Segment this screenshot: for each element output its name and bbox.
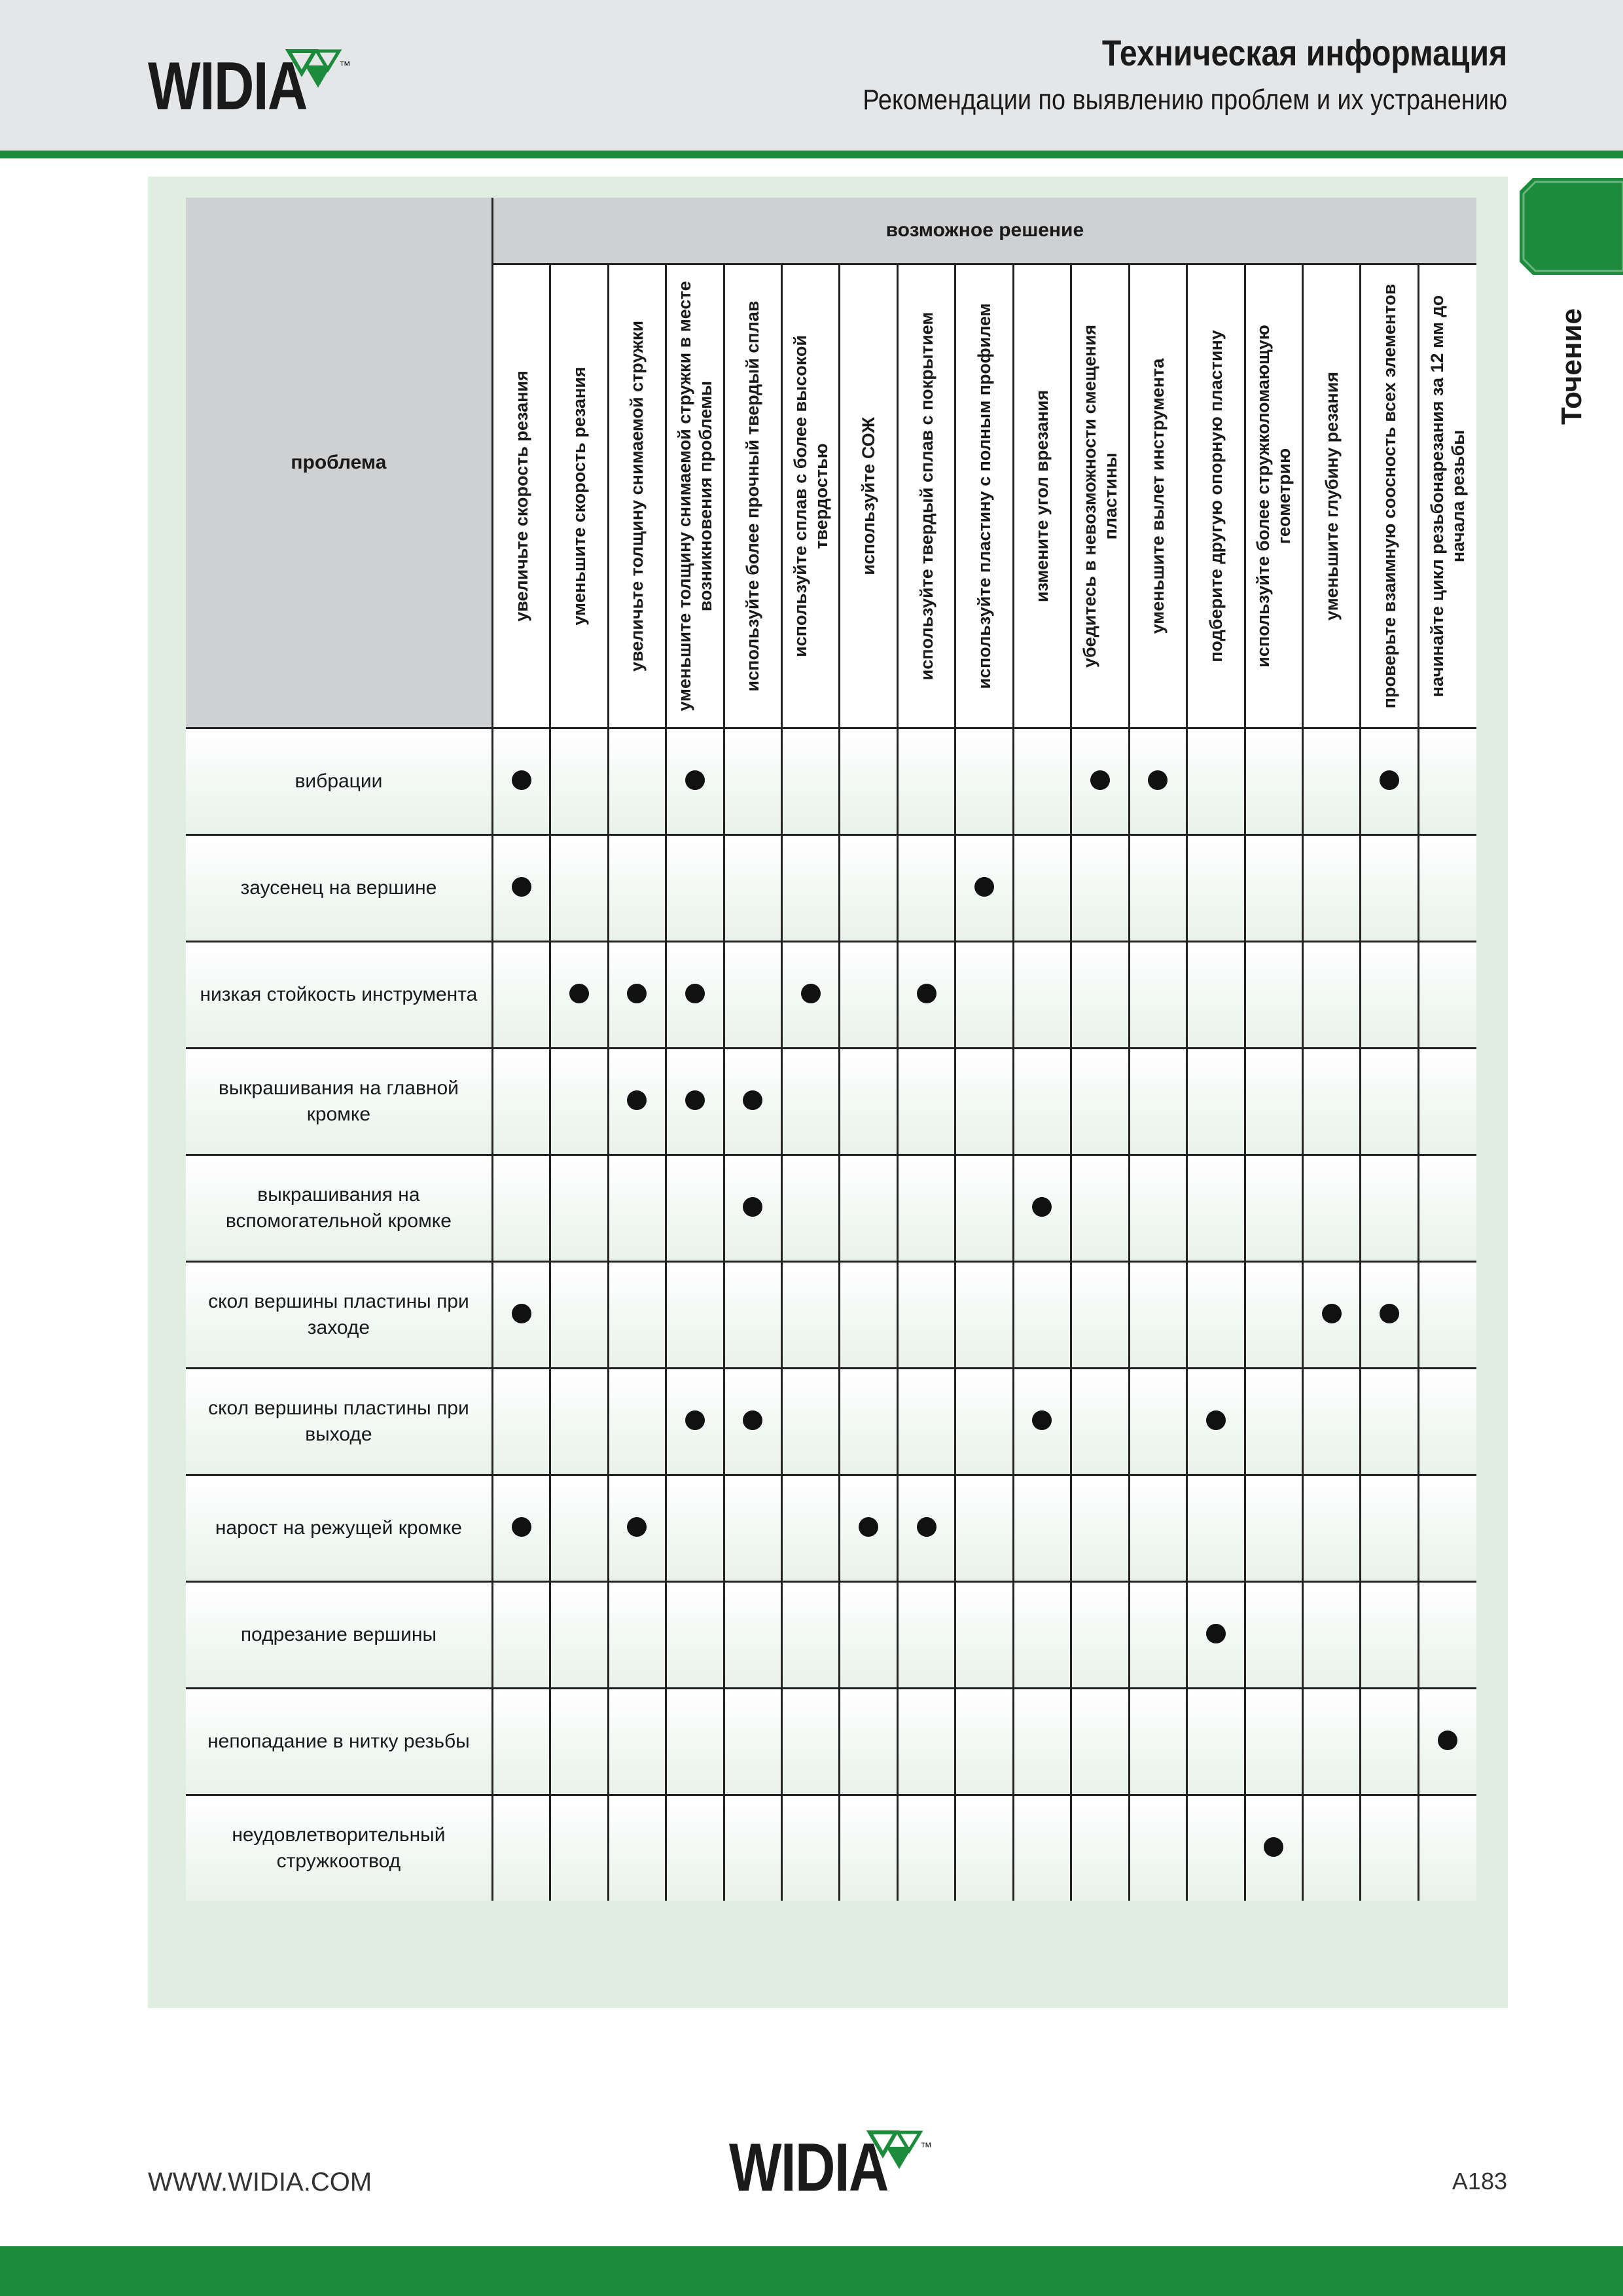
solution-cell	[1418, 1475, 1476, 1582]
solution-cell	[955, 1369, 1013, 1475]
solution-column-header	[1013, 264, 1071, 728]
solution-cell	[1361, 728, 1418, 835]
solution-cell	[1361, 835, 1418, 942]
solution-cell	[955, 1049, 1013, 1155]
recommendation-dot-icon	[512, 770, 531, 790]
solution-cell	[955, 1582, 1013, 1689]
solution-column-label: начинайте цикл резьбонарезания за 12 мм до начала резьбы	[1427, 295, 1469, 698]
solution-cell	[724, 1582, 781, 1689]
recommendation-dot-icon	[627, 1090, 647, 1110]
recommendation-dot-icon	[974, 877, 994, 897]
problem-label: вибрации	[186, 728, 492, 835]
solution-cell	[1302, 1795, 1360, 1901]
solution-cell	[1129, 1795, 1186, 1901]
solution-column-label: используйте твердый сплав с покрытием	[916, 312, 936, 681]
solution-column-header	[1187, 264, 1245, 728]
problem-label: подрезание вершины	[186, 1582, 492, 1689]
solution-cell	[840, 1262, 897, 1369]
solution-cell	[955, 942, 1013, 1049]
recommendation-dot-icon	[917, 984, 936, 1003]
solution-column-label: используйте пластину с полным профилем	[974, 303, 995, 689]
solution-cell	[1013, 942, 1071, 1049]
solution-cell	[608, 728, 666, 835]
solution-cell	[1302, 835, 1360, 942]
solution-column-label: уменьшите глубину резания	[1321, 371, 1342, 621]
solution-cell	[782, 1049, 840, 1155]
recommendation-dot-icon	[743, 1410, 762, 1430]
solution-cell	[1071, 1369, 1129, 1475]
solution-cell	[1187, 1049, 1245, 1155]
recommendation-dot-icon	[685, 770, 705, 790]
solution-column-header	[1361, 264, 1418, 728]
solution-cell	[492, 835, 550, 942]
solution-cell	[955, 1795, 1013, 1901]
solution-cell	[1129, 1262, 1186, 1369]
solution-cell	[1071, 1049, 1129, 1155]
solution-cell	[1013, 1049, 1071, 1155]
solution-column-label: используйте более прочный твердый сплав	[743, 300, 763, 692]
solution-cell	[840, 1582, 897, 1689]
solution-cell	[897, 1369, 955, 1475]
solution-column-header	[1245, 264, 1302, 728]
recommendation-dot-icon	[1032, 1410, 1052, 1430]
solution-cell	[1129, 1475, 1186, 1582]
logo-wordmark: WIDIA	[148, 48, 307, 124]
solution-column-label: подберите другую опорную пластину	[1205, 330, 1226, 662]
solution-cell	[1245, 728, 1302, 835]
solution-cell	[608, 1049, 666, 1155]
solution-cell	[1013, 1689, 1071, 1795]
footer-logo-wordmark: WIDIA	[729, 2130, 888, 2206]
solution-cell	[955, 1262, 1013, 1369]
solution-cell	[666, 1049, 724, 1155]
solution-cell	[1187, 1369, 1245, 1475]
solution-cell	[897, 1475, 955, 1582]
solution-cell	[666, 1795, 724, 1901]
footer-bar	[0, 2246, 1623, 2296]
section-tab-shape	[1520, 178, 1623, 275]
recommendation-dot-icon	[512, 877, 531, 897]
recommendation-dot-icon	[1206, 1410, 1226, 1430]
solution-cell	[1071, 1475, 1129, 1582]
table-row	[186, 1369, 1476, 1475]
solution-cell	[1361, 942, 1418, 1049]
problem-label: скол вершины пластины при заходе	[186, 1262, 492, 1369]
recommendation-dot-icon	[1032, 1197, 1052, 1217]
solution-cell	[1361, 1262, 1418, 1369]
problem-label: заусенец на вершине	[186, 835, 492, 942]
solution-cell	[1187, 1795, 1245, 1901]
solution-cell	[840, 728, 897, 835]
solution-cell	[1302, 1155, 1360, 1262]
footer-widia-triangles-icon	[866, 2127, 925, 2173]
solution-cell	[666, 1155, 724, 1262]
recommendation-dot-icon	[1090, 770, 1110, 790]
solution-cell	[724, 1475, 781, 1582]
table-row	[186, 1475, 1476, 1582]
recommendation-dot-icon	[627, 1517, 647, 1537]
section-tab-label	[1552, 301, 1592, 432]
solution-cell	[492, 942, 550, 1049]
problem-label: неудовлетворительный стружкоотвод	[186, 1795, 492, 1901]
footer-logo-trademark: ™	[920, 2140, 932, 2153]
solution-cell	[1245, 1475, 1302, 1582]
solution-cell	[1418, 1689, 1476, 1795]
solution-cell	[1361, 1049, 1418, 1155]
solution-cell	[724, 1155, 781, 1262]
solution-column-label: увеличьте скорость резания	[511, 370, 531, 622]
recommendation-dot-icon	[685, 1090, 705, 1110]
solution-cell	[492, 1795, 550, 1901]
solution-cell	[897, 1582, 955, 1689]
solution-group-header: возможное решение	[492, 198, 1476, 264]
solution-cell	[492, 1582, 550, 1689]
page-number: A183	[1452, 2168, 1507, 2195]
solution-cell	[955, 728, 1013, 835]
solution-cell	[1418, 1155, 1476, 1262]
solution-cell	[608, 1689, 666, 1795]
solution-cell	[608, 835, 666, 942]
solution-cell	[1129, 1155, 1186, 1262]
solution-cell	[492, 728, 550, 835]
solution-cell	[1071, 1262, 1129, 1369]
solution-cell	[1013, 728, 1071, 835]
solution-cell	[1071, 1582, 1129, 1689]
solution-cell	[1013, 1475, 1071, 1582]
solution-cell	[1013, 1582, 1071, 1689]
recommendation-dot-icon	[917, 1517, 936, 1537]
solution-cell	[724, 1049, 781, 1155]
solution-column-header	[724, 264, 781, 728]
solution-cell	[840, 1795, 897, 1901]
solution-column-header	[1129, 264, 1186, 728]
solution-cell	[782, 728, 840, 835]
widia-logo	[148, 48, 351, 124]
solution-column-header	[782, 264, 840, 728]
recommendation-dot-icon	[1264, 1837, 1283, 1857]
recommendation-dot-icon	[1380, 1304, 1399, 1323]
solution-cell	[550, 1582, 608, 1689]
header-divider	[0, 151, 1623, 158]
problem-label: скол вершины пластины при выходе	[186, 1369, 492, 1475]
solution-column-label: используйте более стружколомающую геометрию	[1253, 325, 1294, 668]
problem-label: выкрашивания на главной кромке	[186, 1049, 492, 1155]
solution-cell	[1071, 835, 1129, 942]
solution-cell	[1071, 1795, 1129, 1901]
solution-cell	[955, 1475, 1013, 1582]
solution-cell	[550, 728, 608, 835]
solution-cell	[1302, 1582, 1360, 1689]
solution-column-header	[955, 264, 1013, 728]
solution-column-label: проверьте взаимную соосность всех элементов	[1380, 283, 1400, 709]
solution-cell	[897, 1689, 955, 1795]
solution-cell	[1071, 1689, 1129, 1795]
solution-cell	[666, 1262, 724, 1369]
solution-cell	[1129, 835, 1186, 942]
problem-label: выкрашивания на вспомогательной кромке	[186, 1155, 492, 1262]
solution-cell	[608, 1369, 666, 1475]
solution-cell	[608, 1155, 666, 1262]
solution-cell	[1129, 1582, 1186, 1689]
solution-cell	[840, 1475, 897, 1582]
solution-cell	[1245, 1369, 1302, 1475]
footer-url[interactable]: WWW.WIDIA.COM	[148, 2168, 372, 2197]
solution-cell	[1302, 1262, 1360, 1369]
solution-cell	[492, 1155, 550, 1262]
solution-cell	[1245, 1155, 1302, 1262]
solution-cell	[1302, 728, 1360, 835]
header-row-top	[186, 198, 1476, 264]
solution-cell	[840, 942, 897, 1049]
solution-cell	[550, 1262, 608, 1369]
solution-cell	[1071, 942, 1129, 1049]
solution-column-header	[1071, 264, 1129, 728]
solution-cell	[782, 1369, 840, 1475]
solution-cell	[724, 835, 781, 942]
solution-cell	[1245, 1049, 1302, 1155]
solution-cell	[1129, 1369, 1186, 1475]
solution-cell	[666, 942, 724, 1049]
recommendation-dot-icon	[1148, 770, 1168, 790]
problem-label: нарост на режущей кромке	[186, 1475, 492, 1582]
solution-cell	[550, 1795, 608, 1901]
solution-column-label: уменьшите толщину снимаемой стружки в месте возникновения проблемы	[674, 281, 715, 711]
table-row	[186, 728, 1476, 835]
solution-cell	[1302, 1049, 1360, 1155]
recommendation-dot-icon	[569, 984, 589, 1003]
solution-cell	[1361, 1155, 1418, 1262]
solution-cell	[608, 1582, 666, 1689]
solution-cell	[840, 1689, 897, 1795]
solution-cell	[1187, 1475, 1245, 1582]
recommendation-dot-icon	[743, 1197, 762, 1217]
page-subtitle: Рекомендации по выявлению проблем и их устранению	[863, 84, 1507, 116]
section-tab-text: Точение	[1556, 308, 1588, 425]
solution-cell	[666, 835, 724, 942]
solution-cell	[782, 1795, 840, 1901]
solution-cell	[724, 728, 781, 835]
table-row	[186, 835, 1476, 942]
solution-cell	[1245, 1262, 1302, 1369]
solution-cell	[608, 1475, 666, 1582]
solution-cell	[1302, 1475, 1360, 1582]
solution-cell	[782, 1155, 840, 1262]
solution-column-label: используйте сплав с более высокой твердостью	[790, 335, 831, 657]
solution-cell	[1187, 728, 1245, 835]
recommendation-dot-icon	[685, 984, 705, 1003]
recommendation-dot-icon	[743, 1090, 762, 1110]
problem-column-header: проблема	[186, 198, 492, 728]
solution-column-label: убедитесь в невозможности смещения пластины	[1079, 324, 1120, 668]
solution-cell	[840, 1155, 897, 1262]
troubleshooting-table	[186, 198, 1476, 1901]
solution-cell	[1013, 1262, 1071, 1369]
solution-cell	[1245, 835, 1302, 942]
solution-cell	[1129, 1049, 1186, 1155]
solution-cell	[550, 1049, 608, 1155]
solution-cell	[1418, 1582, 1476, 1689]
solution-cell	[492, 1689, 550, 1795]
solution-cell	[1071, 1155, 1129, 1262]
solution-cell	[782, 942, 840, 1049]
solution-column-header	[840, 264, 897, 728]
table-row	[186, 1795, 1476, 1901]
solution-cell	[666, 1475, 724, 1582]
solution-cell	[1187, 1155, 1245, 1262]
recommendation-dot-icon	[512, 1304, 531, 1323]
solution-cell	[666, 1369, 724, 1475]
solution-cell	[840, 835, 897, 942]
solution-cell	[550, 1689, 608, 1795]
solution-column-header	[608, 264, 666, 728]
solution-cell	[724, 1689, 781, 1795]
solution-cell	[782, 1689, 840, 1795]
solution-cell	[492, 1475, 550, 1582]
solution-cell	[1361, 1582, 1418, 1689]
solution-cell	[1245, 1689, 1302, 1795]
solution-cell	[666, 1582, 724, 1689]
recommendation-dot-icon	[1380, 770, 1399, 790]
solution-cell	[1302, 942, 1360, 1049]
solution-cell	[608, 1795, 666, 1901]
solution-cell	[1245, 1582, 1302, 1689]
solution-cell	[608, 942, 666, 1049]
solution-cell	[1418, 942, 1476, 1049]
solution-cell	[955, 1689, 1013, 1795]
solution-column-header	[550, 264, 608, 728]
solution-cell	[1129, 1689, 1186, 1795]
solution-cell	[1302, 1689, 1360, 1795]
solution-cell	[840, 1049, 897, 1155]
solution-cell	[1129, 942, 1186, 1049]
solution-cell	[897, 1155, 955, 1262]
solution-column-label: используйте СОЖ	[859, 417, 879, 575]
recommendation-dot-icon	[685, 1410, 705, 1430]
solution-cell	[1361, 1475, 1418, 1582]
solution-cell	[1013, 1795, 1071, 1901]
solution-cell	[897, 1262, 955, 1369]
problem-label: непопадание в нитку резьбы	[186, 1689, 492, 1795]
solution-cell	[550, 942, 608, 1049]
solution-column-header	[897, 264, 955, 728]
table-row	[186, 1689, 1476, 1795]
solution-column-label: измените угол врезания	[1032, 389, 1052, 603]
recommendation-dot-icon	[1206, 1624, 1226, 1643]
solution-cell	[550, 1155, 608, 1262]
solution-cell	[897, 835, 955, 942]
recommendation-dot-icon	[1438, 1731, 1457, 1750]
table-body	[186, 728, 1476, 1901]
solution-cell	[1013, 835, 1071, 942]
page-header	[0, 0, 1623, 151]
solution-cell	[1013, 1369, 1071, 1475]
solution-cell	[550, 1475, 608, 1582]
recommendation-dot-icon	[801, 984, 821, 1003]
problem-label: низкая стойкость инструмента	[186, 942, 492, 1049]
table-row	[186, 1582, 1476, 1689]
solution-cell	[1418, 1369, 1476, 1475]
solution-column-label: увеличьте толщину снимаемой стружки	[627, 320, 647, 672]
solution-cell	[1418, 835, 1476, 942]
table-row	[186, 942, 1476, 1049]
solution-cell	[897, 1049, 955, 1155]
solution-cell	[724, 942, 781, 1049]
solution-cell	[1245, 1795, 1302, 1901]
recommendation-dot-icon	[1322, 1304, 1342, 1323]
solution-column-header	[666, 264, 724, 728]
solution-cell	[782, 835, 840, 942]
solution-column-label: уменьшите вылет инструмента	[1148, 358, 1168, 634]
logo-trademark: ™	[339, 59, 351, 72]
solution-cell	[724, 1369, 781, 1475]
solution-cell	[550, 1369, 608, 1475]
footer-widia-logo	[729, 2130, 932, 2206]
solution-column-label: уменьшите скорость резания	[569, 367, 589, 626]
solution-cell	[550, 835, 608, 942]
solution-cell	[840, 1369, 897, 1475]
solution-cell	[955, 835, 1013, 942]
solution-cell	[1013, 1155, 1071, 1262]
solution-cell	[1361, 1369, 1418, 1475]
solution-column-header	[1418, 264, 1476, 728]
recommendation-dot-icon	[512, 1517, 531, 1537]
solution-cell	[1071, 728, 1129, 835]
solution-cell	[1418, 728, 1476, 835]
table-row	[186, 1262, 1476, 1369]
solution-cell	[782, 1262, 840, 1369]
solution-cell	[1187, 1689, 1245, 1795]
solution-cell	[897, 1795, 955, 1901]
solution-cell	[1302, 1369, 1360, 1475]
recommendation-dot-icon	[859, 1517, 878, 1537]
solution-cell	[492, 1369, 550, 1475]
solution-cell	[1361, 1795, 1418, 1901]
solution-cell	[1129, 728, 1186, 835]
solution-cell	[666, 728, 724, 835]
page-title: Техническая информация	[1101, 32, 1507, 73]
solution-cell	[1361, 1689, 1418, 1795]
solution-cell	[897, 942, 955, 1049]
solution-cell	[608, 1262, 666, 1369]
solution-cell	[1418, 1049, 1476, 1155]
widia-triangles-icon	[285, 46, 344, 92]
solution-cell	[1245, 942, 1302, 1049]
solution-cell	[492, 1262, 550, 1369]
solution-cell	[955, 1155, 1013, 1262]
solution-cell	[1187, 835, 1245, 942]
table-row	[186, 1049, 1476, 1155]
solution-cell	[782, 1582, 840, 1689]
recommendation-dot-icon	[627, 984, 647, 1003]
solution-cell	[724, 1262, 781, 1369]
solution-column-header	[492, 264, 550, 728]
solution-cell	[1187, 1582, 1245, 1689]
solution-cell	[666, 1689, 724, 1795]
solution-column-header	[1302, 264, 1360, 728]
solution-cell	[1418, 1262, 1476, 1369]
solution-cell	[492, 1049, 550, 1155]
solution-cell	[1187, 942, 1245, 1049]
solution-cell	[897, 728, 955, 835]
table-row	[186, 1155, 1476, 1262]
solution-cell	[1418, 1795, 1476, 1901]
solution-cell	[724, 1795, 781, 1901]
solution-cell	[1187, 1262, 1245, 1369]
solution-cell	[782, 1475, 840, 1582]
